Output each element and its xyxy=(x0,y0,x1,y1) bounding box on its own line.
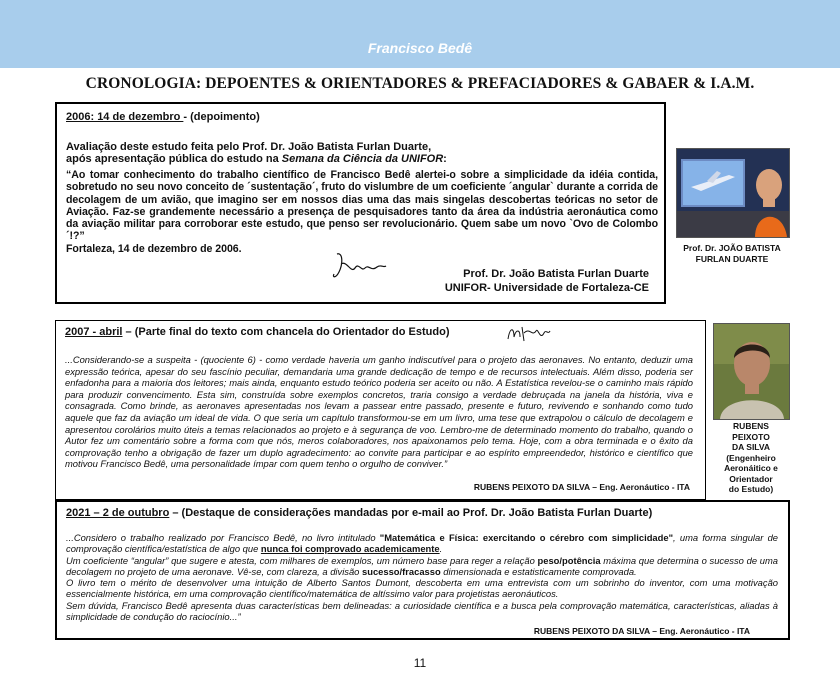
box1-date-suffix: - (depoimento) xyxy=(183,111,260,123)
photo2-caption-line2: PEIXOTO xyxy=(732,431,770,442)
box1-intro-line2-c: : xyxy=(443,153,447,165)
advisor-signature-image xyxy=(504,323,552,345)
box3-paragraph4: Sem dúvida, Francisco Bedê apresenta duas características bem delineadas: a curiosidade científica e a busca pela comprovação matemática, características, aliadas à simplicidade de condução do raciocínio...” xyxy=(66,599,778,623)
photo-rubens-peixoto xyxy=(713,323,790,420)
photo2-caption-line7: do Estudo) xyxy=(728,484,774,494)
box3-date: 2021 – 2 de outubro xyxy=(66,507,170,519)
box1-heading xyxy=(66,111,260,123)
testimony-box-2021 xyxy=(55,500,790,640)
box3-p2-e: dimensionada e estatisticamente comprovada. xyxy=(440,565,637,577)
photo-rubens-peixoto-image xyxy=(714,324,789,419)
box3-p2-a: Um coeficiente “angular” que sugere e atesta, com milhares de exemplos, um número base para reger a relação xyxy=(66,554,538,566)
photo-joao-batista xyxy=(676,148,790,238)
header-title: Francisco Bedê xyxy=(367,40,473,56)
box3-paragraph1 xyxy=(66,532,778,555)
box3-p2-c: máxima que determina o sucesso de uma decolagem no projeto de uma aeronave. Vê-se, com clareza, a divisão xyxy=(66,554,778,577)
box3-p2-emphasis1: peso/potência xyxy=(537,554,601,566)
box1-signature-name: Prof. Dr. João Batista Furlan Duarte xyxy=(463,268,649,280)
box3-p1-a: ...Considero o trabalho realizado por Francisco Bedê, no livro intitulado xyxy=(66,532,380,543)
signature-image xyxy=(329,250,389,282)
box3-p1-c: , uma forma singular de comprovação científica/estatística de algo que xyxy=(66,532,778,555)
photo2-caption xyxy=(710,421,792,495)
page-header xyxy=(0,0,840,68)
testimony-box-2007 xyxy=(55,320,706,500)
photo1-caption-line1: Prof. Dr. JOÃO BATISTA xyxy=(683,243,781,253)
box3-body xyxy=(66,532,778,622)
photo2-caption-line4: (Engenheiro xyxy=(726,452,776,463)
box1-intro-line1: Avaliação deste estudo feita pelo Prof. Dr. João Batista Furlan Duarte, xyxy=(66,141,432,153)
box3-p1-e: . xyxy=(439,543,443,555)
box2-date-suffix: – (Parte final do texto com chancela do Orientador do Estudo) xyxy=(122,326,450,338)
photo1-caption-line2: FURLAN DUARTE xyxy=(695,254,769,264)
box1-quote-text: “Ao tomar conhecimento do trabalho científico de Francisco Bedê alertei-o sobre a simplicidade da idéia contida, sobretudo no seu novo conceito de ´sustentação´, fruto do vislumbre de um coeficiente ´angular` durante a corrida de decolagem de um avião, que imagino ser em nossos dias uma das mais singelas descobertas teóricas no setor de Aviação. Faz-se grandemente necessário a presença de pesquisadores tanto da área da indústria aeronáutica como da aviação militar para corroborar este estudo, que penso ser revolucionário. Quem sabe um novo `Ovo de Colombo´!?” xyxy=(66,169,658,243)
photo-joao-batista-image xyxy=(677,149,789,237)
box1-intro-line2 xyxy=(66,153,656,165)
box1-intro xyxy=(66,141,656,165)
page-number: 11 xyxy=(413,656,427,670)
box1-quote xyxy=(66,169,658,255)
testimony-box-2006 xyxy=(55,102,666,304)
box2-body: ...Considerando-se a suspeita - (quociente 6) - como verdade haveria um ganho indiscutível para o projeto das aeronaves. No entanto, deduzir uma expressão teórica, apesar do seu fascínio peculiar, demandaria uma grande dedicação de tempo e de recursos intelectuais. Além disso, poderia ser enfadonha para a maioria dos leitores; mais ainda, enquanto estudo teórico poderia ser aceito ou não. A Estatística revelou-se o caminho mais rápido para produzir convencimento. Esta sim, construída sobre exemplos concretos, traria consigo a verdade debruçada na janela da história, viva e consagrada. Como brinde, as aeronaves apresentadas nos levam a passear entre passado, presente e futuro, revivendo e sonhando como tudo aquele que faz da aviação um ideal de vida. O que seria um capítulo transformou-se em um livro, uma tese que extrapolou o cálculo de decolagem e apresentou corolários muito úteis a temas relacionados ao projeto e à segurança de voo. Lembro-me de determinado momento do trabalho, quando o Autor fez um comentário sobre a forma com que nós, meros colaboradores, nos apaixonamos pelo tema. Hoje, com a obra terminada e o êxito da comprovação tenho a obrigação de fazer um duplo agradecimento: ao convite para participar e ao espírito empreendedor, histórico e científico que motivou Francisco Bedê, uma personalidade ímpar com quem tenho o orgulho de conviver.” xyxy=(65,354,693,470)
box3-book-title: "Matemática e Física: exercitando o cérebro com simplicidade" xyxy=(379,532,674,543)
box1-place-date: Fortaleza, 14 de dezembro de 2006. xyxy=(66,242,242,255)
box1-intro-event: Semana da Ciência da UNIFOR xyxy=(281,153,444,165)
photo2-caption-line3: DA SILVA xyxy=(731,442,771,452)
box3-p1-emphasis: nunca foi comprovado academicamente xyxy=(260,543,440,555)
photo2-caption-line5: Aeronáitico e xyxy=(724,463,778,473)
photo2-caption-line1: RUBENS xyxy=(733,421,769,431)
box2-date: 2007 - abril xyxy=(65,326,123,338)
box3-heading xyxy=(66,507,652,519)
box3-paragraph2 xyxy=(66,555,778,578)
box1-intro-line2-a: após apresentação pública do estudo na xyxy=(66,153,282,165)
box1-signature-institution: UNIFOR- Universidade de Fortaleza-CE xyxy=(444,282,649,294)
photo2-caption-line6: Orientador xyxy=(729,473,773,484)
box2-heading xyxy=(65,326,449,338)
box2-author: RUBENS PEIXOTO DA SILVA – Eng. Aeronáutico - ITA xyxy=(473,482,690,492)
box3-author: RUBENS PEIXOTO DA SILVA – Eng. Aeronáutico - ITA xyxy=(533,626,750,636)
box3-date-suffix: – (Destaque de considerações mandadas por e-mail ao Prof. Dr. João Batista Furlan Duarte) xyxy=(169,507,653,519)
page-title: CRONOLOGIA: DEPOENTES & ORIENTADORES & PREFACIADORES & GABAER & I.A.M. xyxy=(85,75,755,92)
box1-date: 2006: 14 de dezembro xyxy=(66,111,184,123)
photo1-caption xyxy=(668,243,796,265)
box3-p2-emphasis2: sucesso/fracasso xyxy=(362,565,441,577)
box3-paragraph3: O livro tem o mérito de desenvolver uma intuição de Alberto Santos Dumont, descoberta em uma entrevista com um sobrinho do inventor, com uma motivação essencialmente histórica, em uma comprovação científico/matemática de altíssimo valor para projetistas aeronáuticos. xyxy=(66,577,778,600)
